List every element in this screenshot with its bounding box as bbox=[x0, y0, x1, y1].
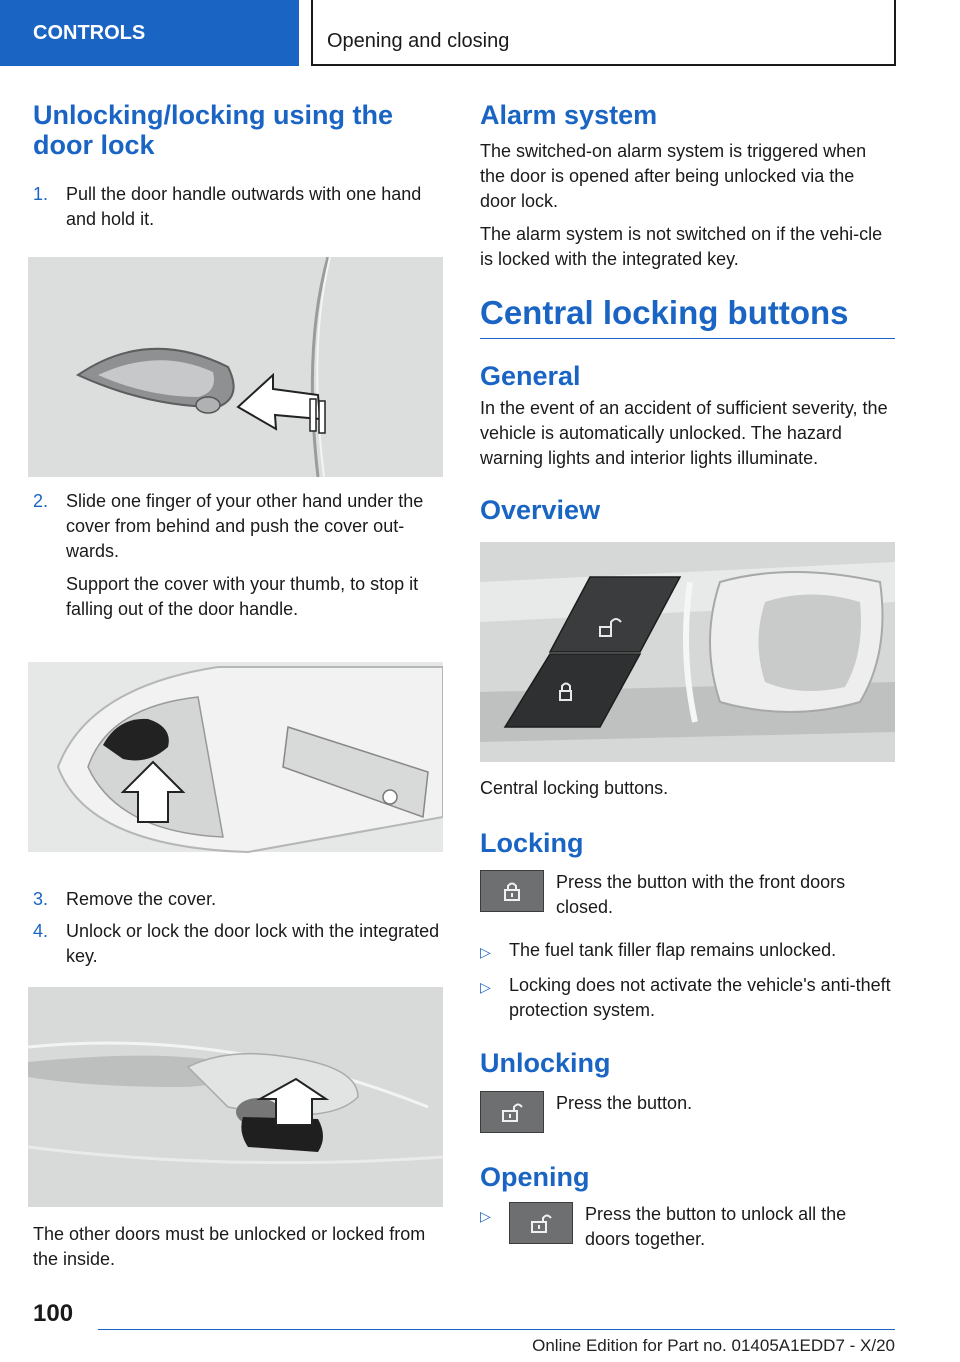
section-tab bbox=[0, 0, 299, 66]
key-in-lock-illustration bbox=[28, 987, 443, 1207]
unlocking-instruction bbox=[480, 1091, 895, 1133]
triangle-right-icon: ▷ bbox=[480, 944, 491, 960]
general-paragraph: In the event of an accident of sufficient severity, the vehicle is automatically unlocked. The hazard warning lights and interior lights illuminate. bbox=[480, 398, 888, 468]
lock-open-icon bbox=[480, 1091, 544, 1133]
step-text: Remove the cover. bbox=[66, 889, 217, 909]
central-locking-heading: Central locking buttons bbox=[480, 294, 895, 339]
chapter-title: Opening and closing bbox=[327, 30, 510, 52]
locking-instruction bbox=[480, 870, 895, 920]
door-handle-illustration bbox=[28, 257, 443, 477]
bullet-text: The fuel tank filler flap remains unlocked. bbox=[509, 940, 837, 960]
opening-text: Press the button to unlock all the doors together. bbox=[585, 1204, 847, 1249]
alarm-paragraph-1: The switched-on alarm system is triggered when the door is opened after being unlocked via the door lock. bbox=[480, 141, 867, 211]
step-number: 3. bbox=[33, 889, 49, 909]
step-2 bbox=[33, 489, 443, 622]
section-label: CONTROLS bbox=[33, 21, 146, 44]
step-4 bbox=[33, 919, 443, 969]
step-note: Support the cover with your thumb, to stop it falling out of the door handle. bbox=[66, 574, 419, 619]
closing-note: The other doors must be unlocked or locked from the inside. bbox=[33, 1224, 426, 1269]
step-number: 1. bbox=[33, 184, 49, 204]
chapter-header bbox=[311, 0, 896, 66]
opening-bullet bbox=[480, 1202, 895, 1252]
bullet-text: Locking does not activate the vehicle's anti‐theft protection system. bbox=[509, 975, 891, 1020]
step-3 bbox=[33, 887, 443, 912]
step-text: Unlock or lock the door lock with the integrated key. bbox=[66, 921, 440, 966]
opening-heading: Opening bbox=[480, 1162, 590, 1192]
left-column bbox=[28, 100, 443, 1272]
overview-caption: Central locking buttons. bbox=[480, 778, 669, 798]
central-locking-buttons-drawing bbox=[480, 542, 895, 762]
lock-closed-icon bbox=[480, 870, 544, 912]
locking-bullet-2 bbox=[480, 973, 895, 1023]
footer-divider bbox=[98, 1329, 895, 1330]
unlocking-heading: Unlocking bbox=[480, 1048, 611, 1078]
cover-removal-drawing bbox=[28, 647, 443, 867]
door-lock-heading: Unlocking/locking using the door lock bbox=[33, 100, 394, 160]
alarm-paragraph-2: The alarm system is not switched on if the vehi‐cle is locked with the integrated key. bbox=[480, 224, 883, 269]
step-1 bbox=[33, 182, 443, 232]
step-number: 2. bbox=[33, 491, 49, 511]
cover-removal-illustration bbox=[28, 647, 443, 867]
central-locking-buttons-illustration bbox=[480, 542, 895, 762]
lock-open-icon bbox=[509, 1202, 573, 1244]
triangle-right-icon: ▷ bbox=[480, 1208, 491, 1224]
step-number: 4. bbox=[33, 921, 49, 941]
locking-text: Press the button with the front doors closed. bbox=[556, 872, 846, 917]
step-text: Slide one finger of your other hand under the cover from behind and push the cover out‐wards. bbox=[66, 491, 424, 561]
door-handle-drawing bbox=[28, 257, 443, 477]
alarm-heading: Alarm system bbox=[480, 100, 658, 130]
overview-heading: Overview bbox=[480, 495, 601, 525]
general-heading: General bbox=[480, 361, 581, 391]
right-column bbox=[480, 100, 895, 1252]
locking-bullet-1 bbox=[480, 938, 895, 965]
step-text: Pull the door handle outwards with one hand and hold it. bbox=[66, 184, 422, 229]
key-in-lock-drawing bbox=[28, 987, 443, 1207]
triangle-right-icon: ▷ bbox=[480, 979, 491, 995]
page-number: 100 bbox=[33, 1300, 74, 1327]
edition-note: Online Edition for Part no. 01405A1EDD7 - X/20 bbox=[532, 1336, 895, 1355]
unlocking-text: Press the button. bbox=[556, 1093, 693, 1113]
locking-heading: Locking bbox=[480, 828, 584, 858]
